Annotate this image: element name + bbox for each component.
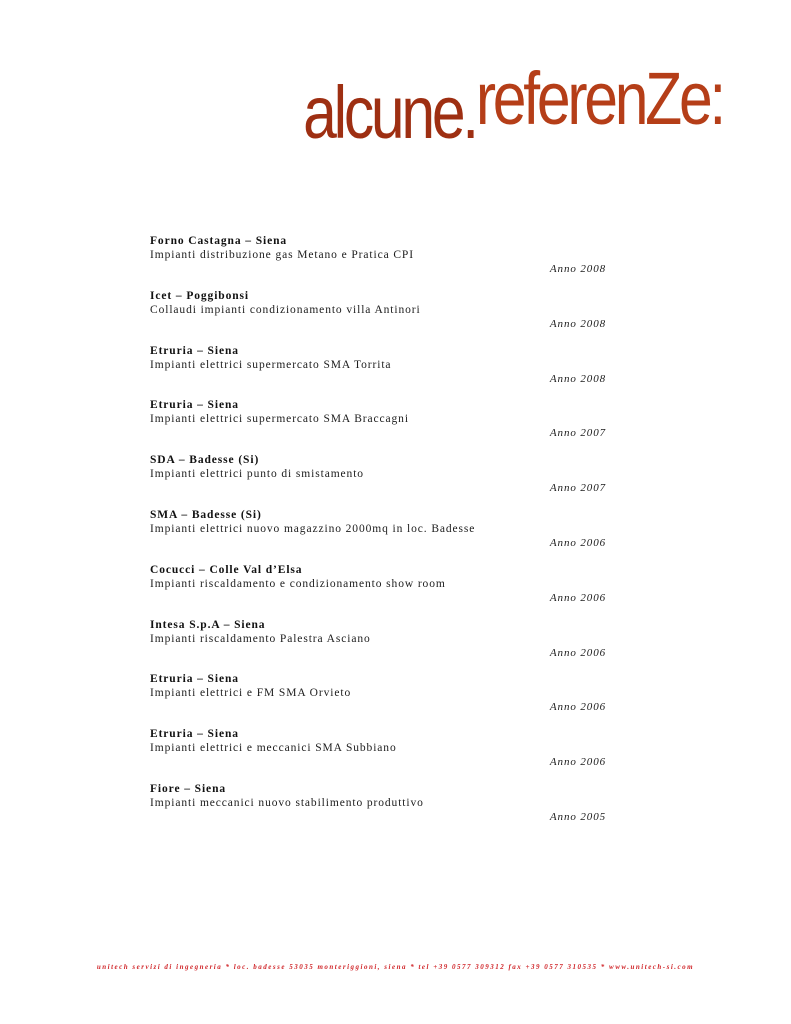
reference-item — [150, 398, 606, 453]
reference-description: Impianti riscaldamento Palestra Asciano — [150, 632, 371, 645]
title-part-referenze: referenZe: — [475, 57, 723, 140]
reference-client: Etruria – Siena — [150, 399, 239, 412]
reference-year: Anno 2006 — [549, 701, 606, 714]
reference-description: Collaudi impianti condizionamento villa Antinori — [150, 303, 421, 316]
reference-description: Impianti elettrici e FM SMA Orvieto — [150, 687, 352, 700]
reference-year: Anno 2006 — [549, 756, 606, 769]
reference-item — [150, 618, 606, 673]
reference-year: Anno 2006 — [549, 591, 606, 604]
reference-item — [150, 782, 606, 837]
reference-client: SMA – Badesse (Si) — [150, 508, 262, 521]
reference-item — [150, 289, 606, 344]
reference-year: Anno 2008 — [549, 317, 606, 330]
reference-year: Anno 2005 — [549, 810, 606, 823]
reference-item — [150, 453, 606, 508]
reference-year: Anno 2006 — [549, 536, 606, 549]
reference-client: Fiore – Siena — [150, 782, 227, 795]
reference-description: Impianti elettrici e meccanici SMA Subbiano — [150, 742, 397, 755]
reference-item — [150, 344, 606, 399]
reference-description: Impianti elettrici nuovo magazzino 2000mq in loc. Badesse — [150, 522, 476, 535]
reference-year: Anno 2006 — [549, 646, 606, 659]
footer-contact-info: unitech servizi di ingegneria * loc. badesse 53035 monteriggioni, siena * tel +39 0577 309312 fax +39 0577 310535 * www.unitech-si.com — [96, 963, 695, 971]
reference-description: Impianti riscaldamento e condizionamento show room — [150, 577, 446, 590]
reference-year: Anno 2008 — [549, 372, 606, 385]
title-part-alcune: alcune. — [303, 71, 476, 154]
reference-year: Anno 2007 — [549, 427, 606, 440]
page-title — [303, 57, 723, 154]
reference-client: Etruria – Siena — [150, 728, 239, 741]
reference-description: Impianti distribuzione gas Metano e Pratica CPI — [150, 249, 414, 261]
reference-client: Forno Castagna – Siena — [150, 235, 288, 247]
reference-client: Etruria – Siena — [150, 673, 239, 686]
reference-description: Impianti elettrici punto di smistamento — [150, 468, 364, 481]
reference-item — [150, 563, 606, 618]
reference-description: Impianti elettrici supermercato SMA Torrita — [150, 358, 392, 371]
reference-client: Icet – Poggibonsi — [150, 289, 249, 302]
reference-item — [150, 727, 606, 782]
reference-description: Impianti elettrici supermercato SMA Braccagni — [150, 413, 409, 426]
reference-item — [150, 672, 606, 727]
reference-description: Impianti meccanici nuovo stabilimento produttivo — [150, 796, 424, 809]
references-list — [150, 234, 606, 837]
reference-year: Anno 2007 — [549, 482, 606, 495]
reference-client: Intesa S.p.A – Siena — [150, 618, 266, 631]
reference-client: SDA – Badesse (Si) — [150, 454, 260, 467]
reference-item — [150, 508, 606, 563]
reference-client: Cocucci – Colle Val d’Elsa — [150, 563, 303, 576]
reference-item — [150, 234, 606, 289]
reference-client: Etruria – Siena — [150, 344, 239, 357]
reference-year: Anno 2008 — [549, 263, 606, 275]
